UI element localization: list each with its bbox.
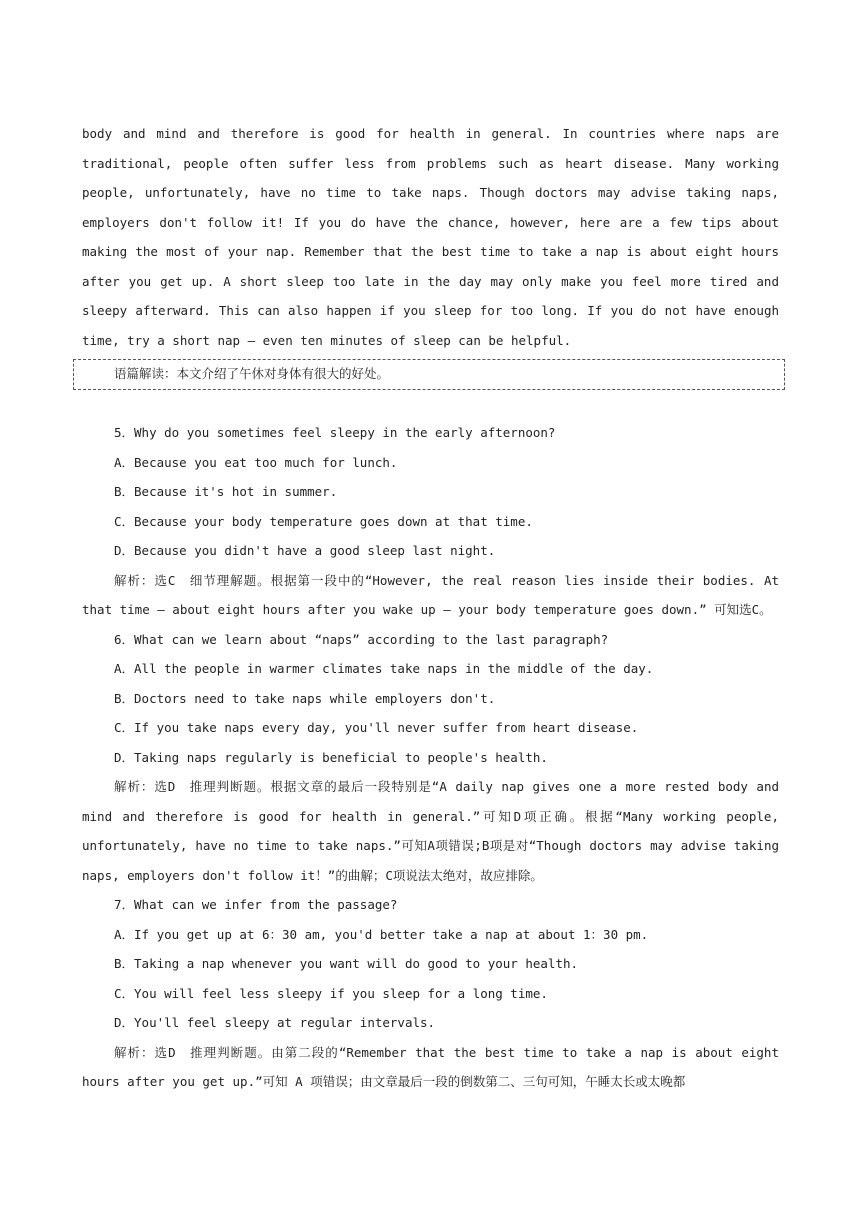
option-d: D．You'll feel sleepy at regular intervals. xyxy=(114,1015,436,1030)
analysis-text: 解析：选D 推理判断题。由第二段的“Remember that the best time to take a nap is about eight hours after you get up.”可知 A 项错误；由文章最后一段的倒数第二、三句可知，午睡太长或太晚都 xyxy=(82,1044,779,1089)
questions-section xyxy=(82,418,779,1097)
option-a: A．If you get up at 6：30 am, you'd better take a nap at about 1：30 pm. xyxy=(114,926,649,942)
option-b: B．Taking a nap whenever you want will do good to your health. xyxy=(114,956,579,971)
option-b: B．Because it's hot in summer. xyxy=(114,484,338,499)
summary-box xyxy=(73,359,785,390)
analysis-text: 解析：选C 细节理解题。根据第一段中的“However, the real reason lies inside their bodies. At that time — about eight hours after you wake up — your body temperature goes down.” 可知选C。 xyxy=(82,572,779,617)
option-a: A．Because you eat too much for lunch. xyxy=(114,454,398,470)
question-5 xyxy=(82,418,779,625)
summary-text: 语篇解读：本文介绍了午休对身体有很大的好处。 xyxy=(114,366,390,381)
option-c: C．If you take naps every day, you'll never suffer from heart disease. xyxy=(114,720,639,735)
question-7 xyxy=(82,890,779,1097)
option-b: B．Doctors need to take naps while employers don't. xyxy=(114,690,496,706)
question-stem: 6．What can we learn about “naps” according to the last paragraph? xyxy=(114,631,609,647)
option-d: D．Taking naps regularly is beneficial to people's health. xyxy=(114,749,548,765)
option-a: A．All the people in warmer climates take naps in the middle of the day. xyxy=(114,661,654,676)
passage-section xyxy=(82,119,779,355)
option-c: C．You will feel less sleepy if you sleep for a long time. xyxy=(114,985,548,1001)
question-6 xyxy=(82,625,779,891)
option-c: C．Because your body temperature goes down at that time. xyxy=(114,513,533,529)
option-d: D．Because you didn't have a good sleep last night. xyxy=(114,543,496,558)
question-stem: 5．Why do you sometimes feel sleepy in the early afternoon? xyxy=(114,425,556,440)
question-stem: 7．What can we infer from the passage? xyxy=(114,897,398,912)
passage-paragraph: body and mind and therefore is good for health in general. In countries where naps are traditional, people often suffer less from problems such as heart disease. Many working people, unfortunately, have no time to take naps. Though doctors may advise taking naps, employers don't follow it! If you do have the chance, however, here are a few tips about making the most of your nap. Remember that the best time to take a nap is about eight hours after you get up. A short sleep too late in the day may only make you feel more tired and sleepy afterward. This can also happen if you sleep for too long. If you do not have enough time, try a short nap — even ten minutes of sleep can be helpful. xyxy=(82,126,779,348)
analysis-text: 解析：选D 推理判断题。根据文章的最后一段特别是“A daily nap gives one a more rested body and mind and therefore is good for health in general.”可知D项正确。根据“Many working people, unfortunately, have no time to take naps.”可知A项错误;B项是对“Though doctors may advise taking naps, employers don't follow it！”的曲解；C项说法太绝对，故应排除。 xyxy=(82,779,779,883)
